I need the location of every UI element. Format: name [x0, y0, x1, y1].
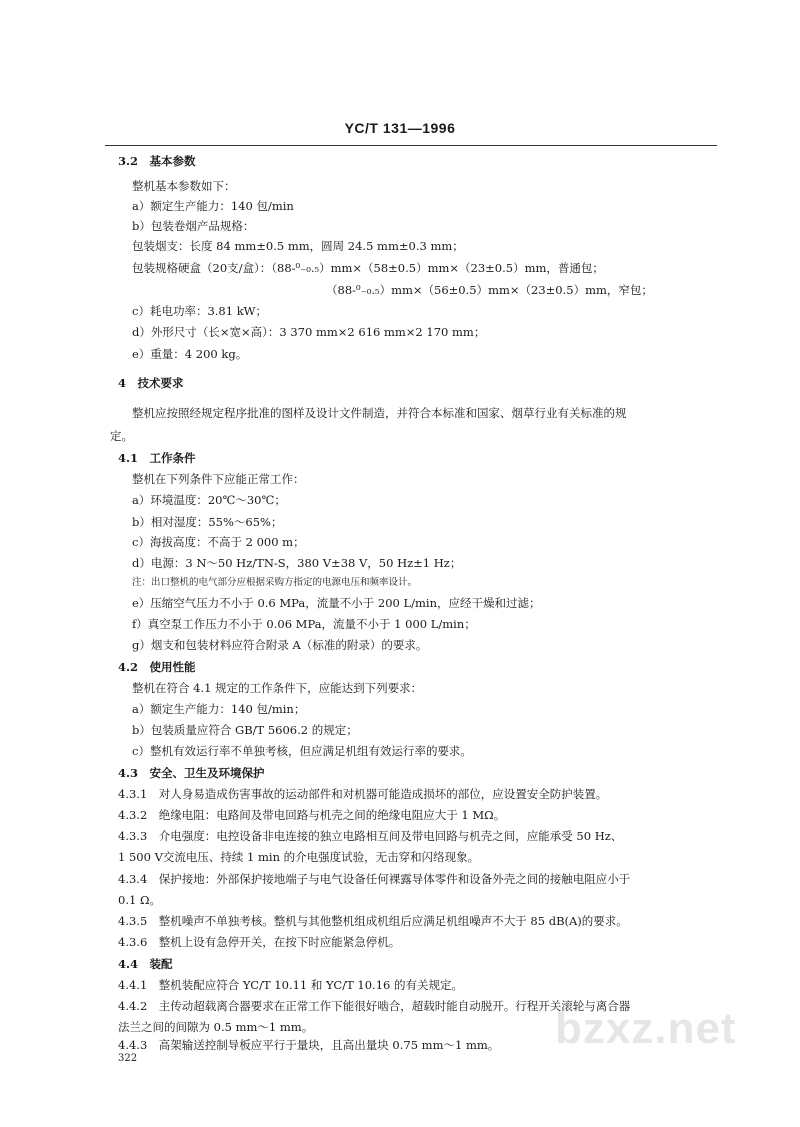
- note-line: 注：出口整机的电气部分应根据采购方指定的电源电压和频率设计。: [132, 577, 418, 588]
- paragraph-line: 整机基本参数如下：: [132, 179, 236, 193]
- header-rule: [105, 145, 717, 146]
- clause-line: 4.4.3 高架输送控制导板应平行于量块，且高出量块 0.75 mm～1 mm。: [118, 1038, 500, 1052]
- list-item: g）烟支和包装材料应符合附录 A（标准的附录）的要求。: [132, 638, 428, 652]
- paragraph-line: 定。: [110, 429, 133, 443]
- list-item: c）海拔高度：不高于 2 000 m；: [132, 535, 305, 549]
- paragraph-line: 整机在符合 4.1 规定的工作条件下，应能达到下列要求：: [132, 681, 423, 695]
- list-item: e）重量：4 200 kg。: [132, 347, 248, 361]
- paragraph-line: 整机应按照经规定程序批准的图样及设计文件制造，并符合本标准和国家、烟草行业有关标准的规: [132, 406, 627, 420]
- section-heading: 4.1 工作条件: [118, 451, 196, 465]
- clause-line: 4.3.6 整机上设有急停开关，在按下时应能紧急停机。: [118, 935, 401, 949]
- paragraph-line: 整机在下列条件下应能正常工作：: [132, 472, 305, 486]
- section-heading: 4 技术要求: [118, 376, 184, 390]
- list-item: c）耗电功率：3.81 kW；: [132, 304, 267, 318]
- clause-line: 4.4.1 整机装配应符合 YC/T 10.11 和 YC/T 10.16 的有关规定。: [118, 978, 464, 992]
- clause-line: 4.4.2 主传动超载离合器要求在正常工作下能很好啮合，超载时能自动脱开。行程开关滚轮与离合器: [118, 999, 631, 1013]
- list-item: d）外形尺寸（长×宽×高）：3 370 mm×2 616 mm×2 170 mm；: [132, 325, 486, 339]
- list-item: a）环境温度：20℃～30℃；: [132, 493, 286, 507]
- section-heading: 4.2 使用性能: [118, 660, 196, 674]
- list-item: f）真空泵工作压力不小于 0.06 MPa，流量不小于 1 000 L/min；: [132, 617, 476, 631]
- list-item: a）额定生产能力：140 包/min；: [132, 702, 306, 716]
- paragraph-line: 0.1 Ω。: [118, 893, 161, 907]
- page-number: 322: [118, 1053, 138, 1064]
- list-item: c）整机有效运行率不单独考核，但应满足机组有效运行率的要求。: [132, 744, 472, 758]
- list-item: b）包装卷烟产品规格：: [132, 219, 255, 233]
- list-item: b）相对湿度：55%～65%；: [132, 515, 283, 529]
- section-heading: 3.2 基本参数: [118, 154, 196, 168]
- list-item: b）包装质量应符合 GB/T 5606.2 的规定；: [132, 723, 358, 737]
- clause-line: 4.3.3 介电强度：电控设备非电连接的独立电路相互间及带电回路与机壳之间，应能承受 50 Hz、: [118, 829, 623, 843]
- watermark-logo: bzxz.net: [555, 1004, 737, 1053]
- paragraph-line: 1 500 V交流电压、持续 1 min 的介电强度试验，无击穿和闪络现象。: [118, 850, 480, 864]
- paragraph-line: （88-⁰₋₀.₅）mm×（56±0.5）mm×（23±0.5）mm，窄包；: [326, 283, 653, 297]
- clause-line: 4.3.2 绝缘电阻：电路间及带电回路与机壳之间的绝缘电阻应大于 1 MΩ。: [118, 808, 506, 822]
- document-header: YC/T 131—1996: [344, 120, 456, 136]
- clause-line: 4.3.4 保护接地：外部保护接地端子与电气设备任何裸露导体零件和设备外壳之间的接触电阻应小于: [118, 872, 631, 886]
- clause-line: 4.3.1 对人身易造成伤害事故的运动部件和对机器可能造成损坏的部位，应设置安全防护装置。: [118, 787, 608, 801]
- paragraph-line: 法兰之间的间隙为 0.5 mm～1 mm。: [118, 1020, 314, 1034]
- section-heading: 4.3 安全、卫生及环境保护: [118, 766, 265, 780]
- section-heading: 4.4 装配: [118, 957, 173, 971]
- clause-line: 4.3.5 整机噪声不单独考核。整机与其他整机组成机组后应满足机组噪声不大于 85 dB(A)的要求。: [118, 914, 628, 928]
- paragraph-line: 包装规格硬盒（20支/盒）：（88-⁰₋₀.₅）mm×（58±0.5）mm×（23±0.5）mm，普通包；: [132, 261, 604, 275]
- list-item: a）额定生产能力：140 包/min: [132, 199, 294, 213]
- list-item: d）电源：3 N～50 Hz/TN-S，380 V±38 V，50 Hz±1 Hz；: [132, 556, 462, 570]
- paragraph-line: 包装烟支：长度 84 mm±0.5 mm，圆周 24.5 mm±0.3 mm；: [132, 239, 464, 253]
- list-item: e）压缩空气压力不小于 0.6 MPa，流量不小于 200 L/min，应经干燥和过滤；: [132, 596, 541, 610]
